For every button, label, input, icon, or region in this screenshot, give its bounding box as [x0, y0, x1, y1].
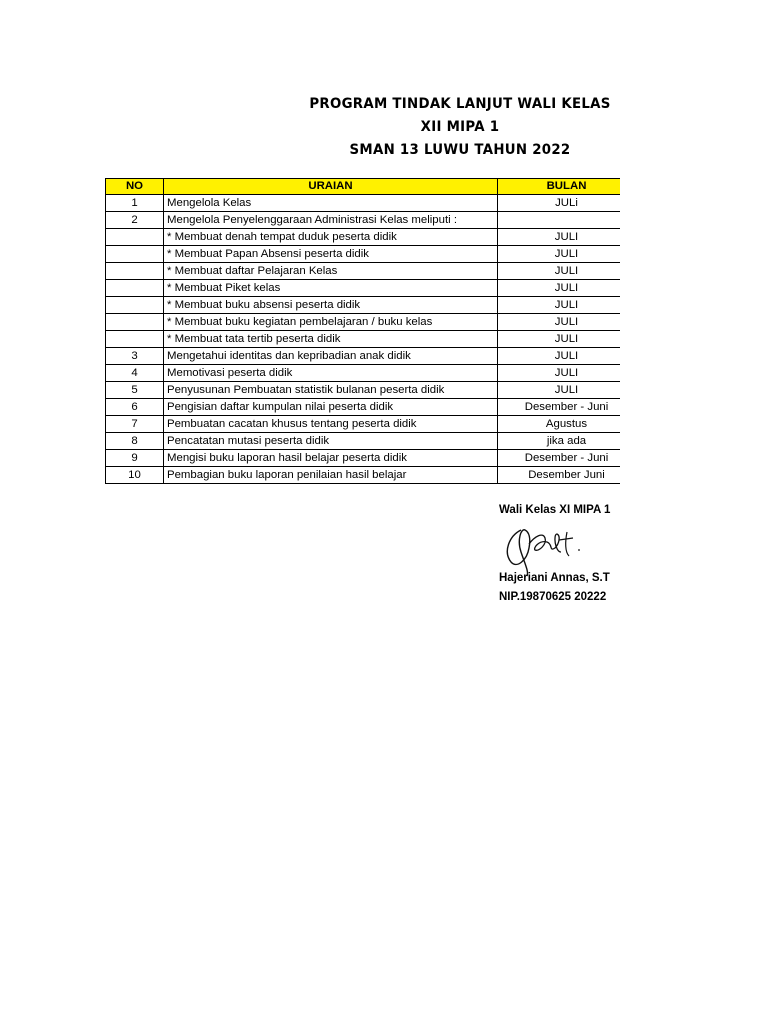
row-description-cell: * Membuat Papan Absensi peserta didik	[164, 246, 498, 263]
row-description-cell: Mengelola Kelas	[164, 195, 498, 212]
table-row	[106, 297, 621, 314]
table-row	[106, 433, 621, 450]
row-number-cell: 6	[106, 399, 164, 416]
handwritten-signature	[499, 522, 594, 577]
table-row	[106, 229, 621, 246]
signature-heading: Wali Kelas XI MIPA 1	[499, 504, 611, 516]
row-number-cell: 8	[106, 433, 164, 450]
row-month-cell: JULI	[498, 297, 621, 314]
row-month-cell: Desember Juni	[498, 467, 621, 484]
row-month-cell: Desember - Juni	[498, 399, 621, 416]
row-number-cell: 7	[106, 416, 164, 433]
row-number-cell	[106, 246, 164, 263]
program-table	[105, 178, 620, 484]
row-description-cell: * Membuat denah tempat duduk peserta didik	[164, 229, 498, 246]
row-description-cell: * Membuat Piket kelas	[164, 280, 498, 297]
row-number-cell	[106, 229, 164, 246]
column-header-bulan: BULAN	[498, 179, 621, 195]
row-number-cell	[106, 331, 164, 348]
row-month-cell: JULI	[498, 246, 621, 263]
row-month-cell: Desember - Juni	[498, 450, 621, 467]
document-title: PROGRAM TINDAK LANJUT WALI KELAS	[309, 96, 611, 112]
row-number-cell	[106, 314, 164, 331]
row-description-cell: Pengisian daftar kumpulan nilai peserta didik	[164, 399, 498, 416]
row-description-cell: * Membuat buku kegiatan pembelajaran / buku kelas	[164, 314, 498, 331]
row-number-cell	[106, 263, 164, 280]
table-row	[106, 212, 621, 229]
table-row	[106, 246, 621, 263]
row-description-cell: * Membuat tata tertib peserta didik	[164, 331, 498, 348]
row-number-cell: 2	[106, 212, 164, 229]
row-month-cell: JULI	[498, 263, 621, 280]
row-month-cell: jika ada	[498, 433, 621, 450]
column-header-no: NO	[106, 179, 164, 195]
row-number-cell: 4	[106, 365, 164, 382]
row-number-cell	[106, 280, 164, 297]
table-row	[106, 263, 621, 280]
row-month-cell: JULI	[498, 348, 621, 365]
row-month-cell: JULI	[498, 229, 621, 246]
table-row	[106, 467, 621, 484]
row-description-cell: Pembuatan cacatan khusus tentang peserta didik	[164, 416, 498, 433]
table-row	[106, 382, 621, 399]
row-month-cell: JULI	[498, 365, 621, 382]
row-month-cell: JULI	[498, 280, 621, 297]
row-description-cell: Mengisi buku laporan hasil belajar peserta didik	[164, 450, 498, 467]
row-month-cell: JULi	[498, 195, 621, 212]
table-row	[106, 314, 621, 331]
table-row	[106, 416, 621, 433]
row-number-cell: 1	[106, 195, 164, 212]
row-month-cell: Agustus	[498, 416, 621, 433]
row-number-cell: 10	[106, 467, 164, 484]
row-month-cell	[498, 212, 621, 229]
row-description-cell: Penyusunan Pembuatan statistik bulanan peserta didik	[164, 382, 498, 399]
row-number-cell: 9	[106, 450, 164, 467]
signatory-name: Hajeriani Annas, S.T	[499, 572, 610, 584]
row-number-cell	[106, 297, 164, 314]
row-description-cell: Mengelola Penyelenggaraan Administrasi Kelas meliputi :	[164, 212, 498, 229]
row-description-cell: * Membuat daftar Pelajaran Kelas	[164, 263, 498, 280]
row-description-cell: Mengetahui identitas dan kepribadian anak didik	[164, 348, 498, 365]
table-row	[106, 331, 621, 348]
signature-block	[499, 500, 629, 610]
row-description-cell: Memotivasi peserta didik	[164, 365, 498, 382]
table-row	[106, 348, 621, 365]
column-header-uraian: URAIAN	[164, 179, 498, 195]
row-month-cell: JULI	[498, 331, 621, 348]
table-row	[106, 365, 621, 382]
signatory-nip: NIP.19870625 20222	[499, 591, 607, 603]
row-month-cell: JULI	[498, 382, 621, 399]
row-month-cell: JULI	[498, 314, 621, 331]
document-school-year: SMAN 13 LUWU TAHUN 2022	[349, 142, 571, 158]
row-number-cell: 3	[106, 348, 164, 365]
row-number-cell: 5	[106, 382, 164, 399]
table-row	[106, 399, 621, 416]
document-class: XII MIPA 1	[420, 119, 500, 135]
program-table-container	[105, 178, 620, 486]
row-description-cell: Pembagian buku laporan penilaian hasil belajar	[164, 467, 498, 484]
row-description-cell: Pencatatan mutasi peserta didik	[164, 433, 498, 450]
table-header-row	[106, 179, 621, 195]
row-description-cell: * Membuat buku absensi peserta didik	[164, 297, 498, 314]
table-row	[106, 450, 621, 467]
table-row	[106, 280, 621, 297]
table-row	[106, 195, 621, 212]
